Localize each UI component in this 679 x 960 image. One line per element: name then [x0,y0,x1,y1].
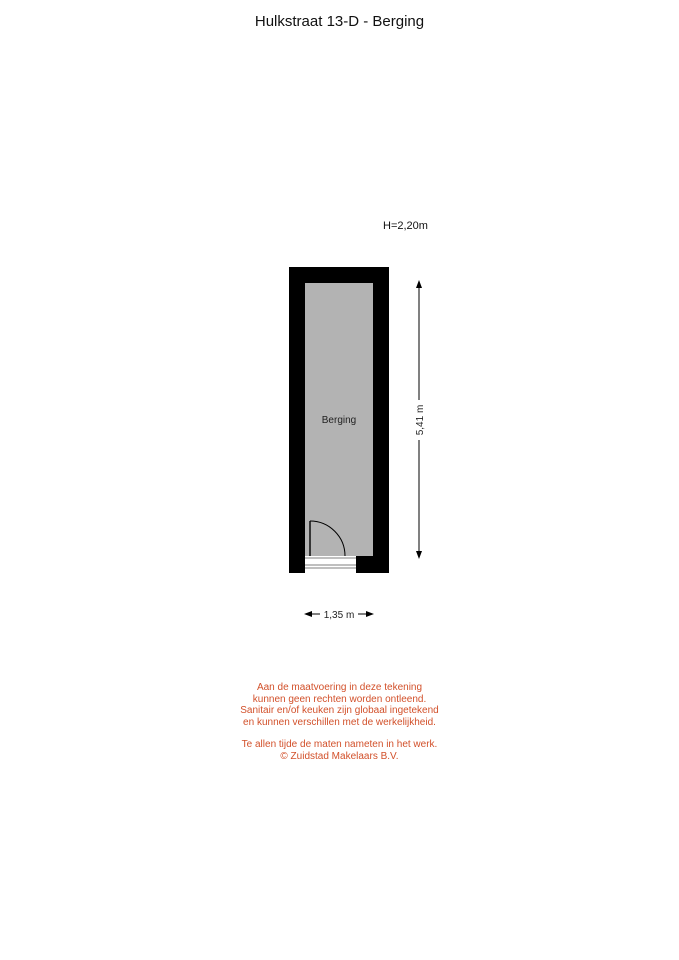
room-label: Berging [321,415,357,426]
disclaimer-line: Sanitair en/of keuken zijn globaal ingetekend [240,705,439,716]
length-arrow-up-icon [416,280,422,288]
door-opening [305,556,356,573]
disclaimer-line: kunnen geen rechten worden ontleend. [252,693,427,705]
plan-title: Hulkstraat 13-D - Berging [254,13,425,30]
width-arrow-right-icon [366,611,374,617]
disclaimer-line: en kunnen verschillen met de werkelijkheid. [243,716,436,728]
length-dimension-label: 5,41 m [415,404,426,436]
copyright-line: © Zuidstad Makelaars B.V. [280,750,399,762]
length-arrow-down-icon [416,551,422,559]
width-arrow-left-icon [304,611,312,617]
ceiling-height-label: H=2,20m [383,220,428,232]
disclaimer [0,682,679,762]
width-dimension-label: 1,35 m [323,610,355,621]
disclaimer-footer-line: Te allen tijde de maten nameten in het werk. [241,739,438,750]
disclaimer-line: Aan de maatvoering in deze tekening [256,682,423,693]
